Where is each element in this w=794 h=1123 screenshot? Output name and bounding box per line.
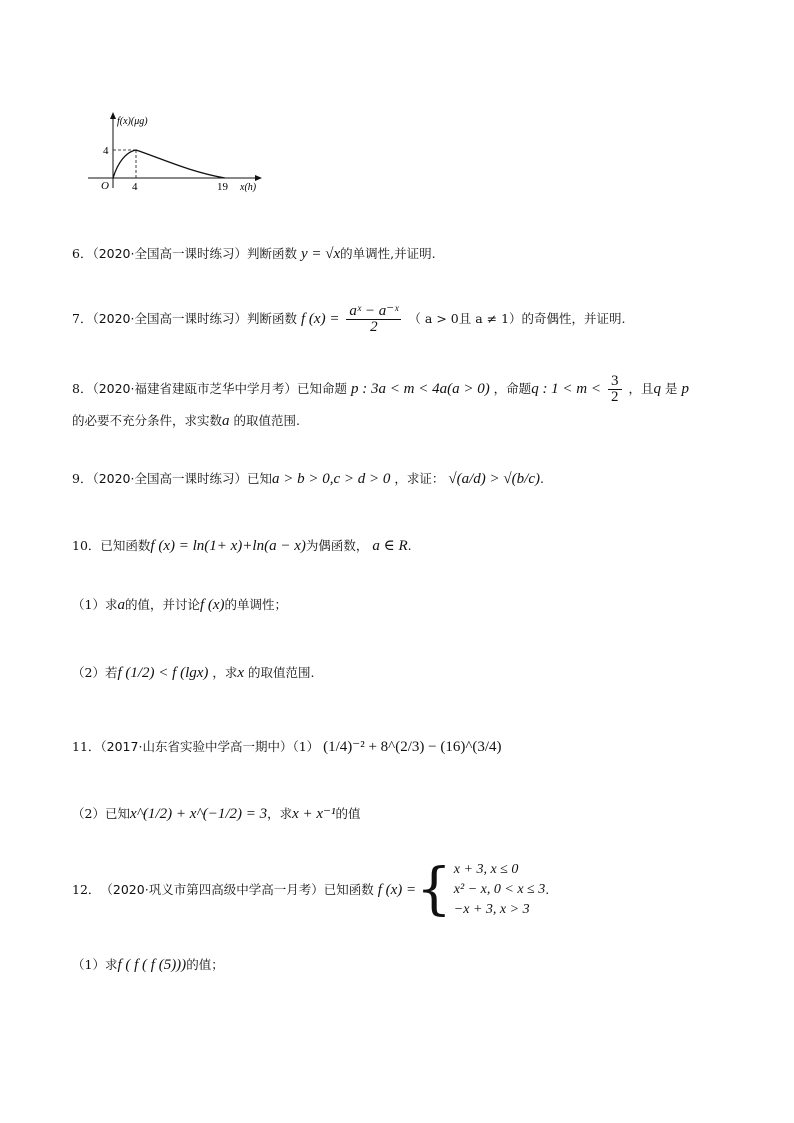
- q8-text2: ，命题: [493, 381, 532, 396]
- q7-number: 7．: [72, 311, 93, 326]
- q10-p2-x: x: [237, 665, 245, 681]
- q10-condition: a ∈ R: [372, 538, 408, 554]
- q9-text2: ，求证：: [394, 471, 445, 486]
- q7-text2: 的奇偶性，并证明.: [521, 311, 626, 326]
- q11-expression1: (1/4)⁻² + 8^(2/3) − (16)^(3/4): [323, 739, 502, 755]
- q7-source: （2020·全国高一课时练习）: [92, 311, 247, 326]
- q10-p2: （2）若: [72, 665, 118, 680]
- x-axis-label: x(h): [240, 182, 257, 193]
- question-11: [72, 738, 754, 756]
- q12-p1b: 的值；: [186, 957, 224, 972]
- q8-proposition-q: q : 1 < m <: [531, 381, 602, 397]
- question-11-part2: [72, 805, 754, 823]
- q12-brace-icon: {: [416, 857, 452, 922]
- q10-number: 10．: [72, 538, 101, 553]
- q8-text3: ，且: [628, 381, 654, 396]
- q8-q-var: q: [653, 381, 661, 397]
- q6-source: （2020·全国高一课时练习）: [92, 246, 247, 261]
- question-6: [72, 245, 754, 263]
- concentration-graph: [80, 110, 270, 200]
- question-8-line1: [72, 374, 754, 405]
- q7-numerator: aˣ − a⁻ˣ: [346, 304, 401, 320]
- y-tick-label: 4: [103, 145, 109, 157]
- q12-end: .: [545, 882, 550, 897]
- q8-frac-den: 2: [611, 389, 619, 405]
- q11-expression2: x^(1/2) + x^(−1/2) = 3: [129, 806, 268, 822]
- q8-a-var: a: [222, 413, 230, 429]
- q11-p2: （2）已知: [72, 806, 130, 821]
- q12-case-2: x² − x, 0 < x ≤ 3: [453, 882, 546, 897]
- q10-p1: （1）求: [72, 597, 118, 612]
- x-tick-label-19: 19: [217, 181, 228, 193]
- q10-p2-expression: f (1/2) < f (lgx): [117, 665, 209, 681]
- q9-number: 9．: [72, 471, 93, 486]
- origin-label: O: [101, 180, 109, 192]
- q9-inequality: √(a/d) > √(b/c): [448, 471, 540, 487]
- q10-end: .: [407, 538, 412, 553]
- q11-p2c: 的值: [335, 806, 361, 821]
- q12-piecewise: [416, 857, 546, 922]
- q9-condition: a > b > 0,c > d > 0: [272, 471, 391, 487]
- q12-p1: （1）求: [72, 957, 118, 972]
- q10-expression: f (x) = ln(1+ x)+ln(a − x): [150, 538, 306, 554]
- q12-source: （2020·巩义市第四高级中学高一月考）: [100, 882, 324, 897]
- q8-frac-num: 3: [608, 374, 622, 390]
- q12-case-1: x + 3, x ≤ 0: [453, 862, 519, 877]
- question-8-line2: [72, 412, 754, 430]
- q12-number: 12．: [72, 882, 101, 897]
- q11-expression3: x + x⁻¹: [292, 806, 336, 822]
- q10-p2b: ，求: [212, 665, 238, 680]
- question-9: [72, 470, 754, 488]
- q12-text1: 已知函数: [323, 882, 374, 897]
- q11-p1: （1）: [292, 739, 320, 754]
- q8-fraction: [608, 374, 622, 405]
- q9-source: （2020·全国高一课时练习）: [92, 471, 247, 486]
- q12-lhs: f (x) =: [377, 882, 417, 898]
- q7-condition: （ a > 0且 a ≠ 1）: [408, 311, 522, 326]
- q11-p2b: ，求: [267, 806, 293, 821]
- q9-end: .: [539, 471, 544, 486]
- q10-p2c: 的取值范围.: [248, 665, 315, 680]
- x-tick-label-4: 4: [132, 181, 138, 193]
- q10-p1d: 的单调性；: [224, 597, 288, 612]
- q8-proposition-p: p : 3a < m < 4a(a > 0): [351, 381, 490, 397]
- q12-cases: [454, 860, 545, 920]
- q8-p-var: p: [681, 381, 689, 397]
- q8-source: （2020·福建省建瓯市芝华中学月考）: [92, 381, 297, 396]
- q10-p1-a: a: [117, 597, 125, 613]
- q10-p1-fx: f (x): [199, 597, 225, 613]
- y-axis-label: f(x)(μg): [117, 116, 148, 127]
- q8-line2: 的必要不充分条件，求实数: [72, 413, 223, 428]
- question-12-part1: [72, 956, 754, 974]
- q8-text5: 的取值范围.: [233, 413, 300, 428]
- question-10-part2: [72, 664, 754, 682]
- q8-text1: 已知命题: [297, 381, 348, 396]
- q10-text1: 已知函数: [100, 538, 151, 553]
- question-10-part1: [72, 596, 754, 614]
- x-axis-arrow-icon: [255, 175, 262, 181]
- concentration-curve: [113, 150, 225, 178]
- q8-number: 8．: [72, 381, 93, 396]
- q10-text2: 为偶函数，: [305, 538, 369, 553]
- q9-text1: 已知: [247, 471, 273, 486]
- q10-p1b: 的值，并讨论: [124, 597, 200, 612]
- question-10: [72, 537, 754, 555]
- q6-text1: 判断函数: [247, 246, 298, 261]
- q8-text4: 是: [664, 381, 678, 396]
- q11-number: 11．: [72, 739, 101, 754]
- q6-number: 6．: [72, 246, 93, 261]
- q6-expression: y = √x: [301, 246, 341, 262]
- y-axis-arrow-icon: [110, 112, 116, 119]
- q11-source: （2017·山东省实验中学高一期中）: [100, 739, 293, 754]
- question-7: [72, 304, 754, 335]
- q7-lhs: f (x) =: [301, 311, 340, 327]
- q12-case-3: −x + 3, x > 3: [453, 902, 530, 917]
- q7-text1: 判断函数: [247, 311, 298, 326]
- q7-fraction: [346, 304, 401, 335]
- question-12: [72, 855, 754, 925]
- q6-text2: 的单调性,并证明.: [340, 246, 436, 261]
- q7-denominator: 2: [370, 319, 378, 335]
- q12-p1-expression: f ( f ( f (5))): [117, 957, 187, 973]
